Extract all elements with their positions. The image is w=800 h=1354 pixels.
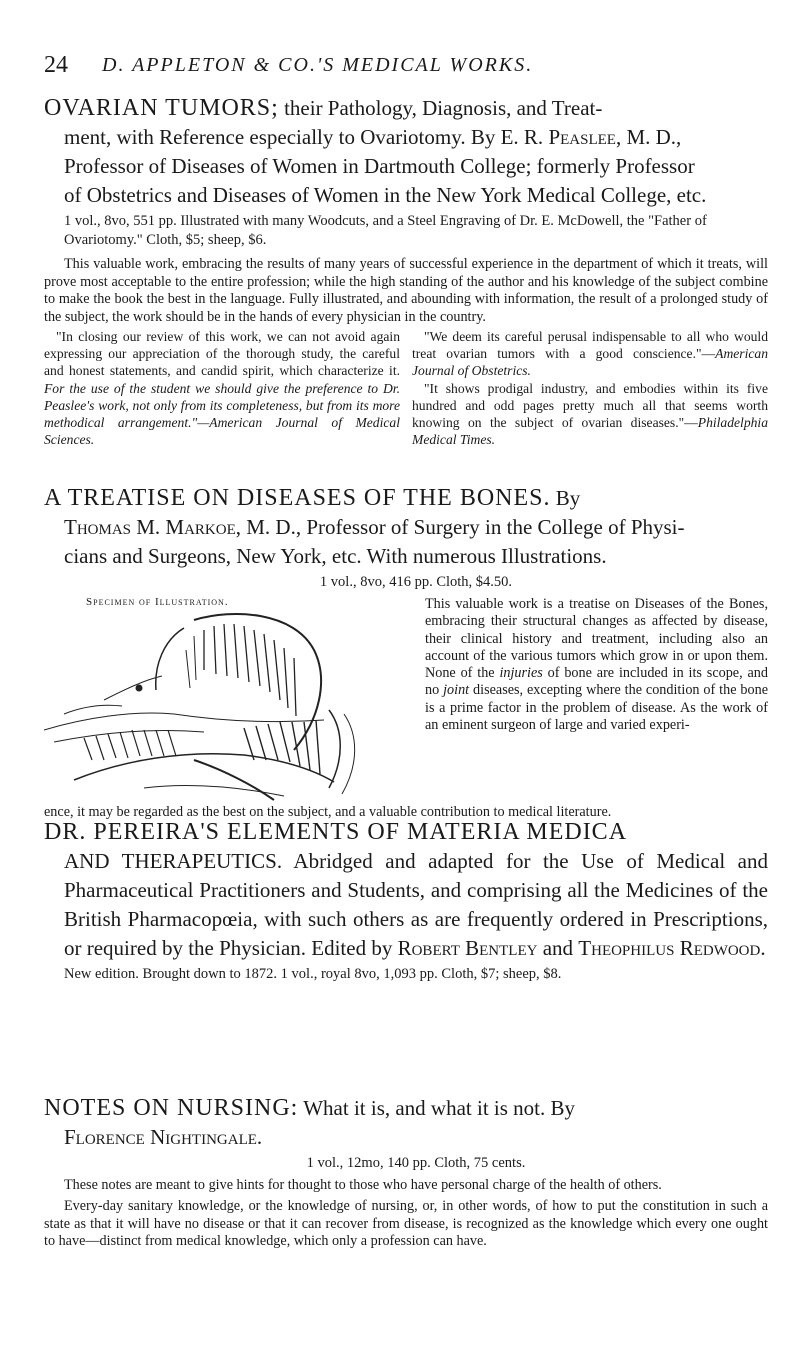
review-text: "It shows prodigal industry, and embodies within its five hundred and odd pages pretty much all that seems worth knowing on the subject of ovarian diseases."— xyxy=(412,380,768,431)
entry-notes-on-nursing xyxy=(44,1094,768,1250)
title-rest xyxy=(44,847,768,963)
publication-details: 1 vol., 8vo, 551 pp. Illustrated with many Woodcuts, and a Steel Engraving of Dr. E. McDowell, the "Father of Ovariotomy." Cloth, $5; sheep, $6. xyxy=(64,213,707,248)
review-source: Philadelphia Medical Times. xyxy=(412,415,768,448)
entry-pereira-materia-medica xyxy=(44,818,768,984)
title-line-2 xyxy=(44,123,768,152)
editor-name: Robert Bentley xyxy=(397,936,538,960)
title-line-2 xyxy=(44,513,768,542)
review-italic: For the use of the student we should give the preference to Dr. Peaslee's work, not only from its completeness, but from its more methodical arrangement."—American Journal of Medical Sciences. xyxy=(44,380,400,448)
title-line-3: Professor of Diseases of Women in Dartmouth College; formerly Professor xyxy=(64,154,695,178)
reviews-left-column xyxy=(44,328,400,448)
review-quote xyxy=(412,328,768,380)
entry-title xyxy=(44,818,768,847)
title-by: By xyxy=(550,486,581,510)
title-lead: NOTES ON NURSING: xyxy=(44,1095,299,1121)
title-line-2-text: Professor of Surgery in the College of Physi- xyxy=(301,515,685,539)
title-rest-text: AND THERAPEUTICS. Abridged and adapted for the Use of Medical and Pharmaceutical Practitioners and Students, and comprising all the Medicines of the British Pharmacopœia, with such others as are frequently ordered in Prescriptions, or required by the Physician. Edited by xyxy=(64,849,768,960)
figure-side-text xyxy=(425,596,768,734)
page-number: 24 xyxy=(44,52,68,78)
running-head: D. APPLETON & CO.'S MEDICAL WORKS. xyxy=(102,54,534,76)
page-header xyxy=(44,52,764,82)
review-quote xyxy=(44,328,400,448)
entry-ovarian-tumors xyxy=(44,94,768,448)
entry-title xyxy=(44,1094,768,1123)
publication-details: New edition. Brought down to 1872. 1 vol., royal 8vo, 1,093 pp. Cloth, $7; sheep, $8. xyxy=(64,966,562,982)
publication-details: 1 vol., 8vo, 416 pp. Cloth, $4.50. xyxy=(319,574,513,590)
title-line-3: cians and Surgeons, New York, etc. With numerous Illustrations. xyxy=(64,544,607,568)
title-lead: OVARIAN TUMORS; xyxy=(44,95,279,121)
side-text-italic: injuries xyxy=(499,665,543,682)
conjunction: and xyxy=(537,936,579,960)
review-source: American Journal of Obstetrics. xyxy=(412,346,768,379)
review-text: "We deem its careful perusal indispensable to all who would treat ovarian tumors with a good conscience."— xyxy=(412,329,768,362)
title-lead: A TREATISE ON DISEASES OF THE BONES. xyxy=(44,485,551,511)
figure-area xyxy=(44,596,768,804)
title-line-4: of Obstetrics and Diseases of Women in the New York Medical College, etc. xyxy=(64,183,707,207)
title-line-2-text: ment, with Reference especially to Ovariotomy. By E. R. xyxy=(64,125,549,149)
reviews xyxy=(44,328,768,448)
side-text-part: This valuable work is a treatise on Diseases of the Bones, embracing their structural changes as affected by disease, their clinical history and treatment, including also an account of the various tumors which grow in or upon them. None of the xyxy=(425,596,768,682)
figure-continuation-text: ence, it may be regarded as the best on the subject, and a valuable contribution to medical literature. xyxy=(44,804,612,820)
reviews-right-column xyxy=(412,328,768,448)
entry-title xyxy=(44,94,768,123)
editor-name: Theophilus Redwood. xyxy=(578,936,766,960)
entry-title xyxy=(44,484,768,513)
side-text-part: of bone are included in its scope, and no xyxy=(425,665,768,699)
title-rest: What it is, and what it is not. By xyxy=(298,1096,576,1120)
description-paragraph: These notes are meant to give hints for thought to those who have personal charge of the health of others. xyxy=(64,1177,662,1193)
description-paragraph: Every-day sanitary knowledge, or the knowledge of nursing, or, in other words, of how to put the constitution in such a state as that it will have no disease or that it can recover from disease, is recognized as the knowledge which every one ought to have—distinct from medical knowledge, which only a profession can have. xyxy=(44,1198,768,1249)
title-rest: their Pathology, Diagnosis, and Treat- xyxy=(278,96,603,120)
side-text-italic: joint xyxy=(443,682,470,699)
author-name: Peaslee, M. D., xyxy=(548,125,682,149)
figure-caption: Specimen of Illustration. xyxy=(86,596,229,608)
entry-diseases-of-bones xyxy=(44,484,768,821)
review-quote xyxy=(412,380,768,449)
publication-details: 1 vol., 12mo, 140 pp. Cloth, 75 cents. xyxy=(306,1155,526,1171)
review-text: "In closing our review of this work, we can not avoid again expressing our appreciation of the thorough study, the careful and honest statements, and candid spirit, which characterize it. xyxy=(44,329,400,379)
author-name: Thomas M. Markoe, M. D., xyxy=(64,515,302,539)
side-text-part: diseases, excepting where the condition of the bone is a prime factor in the problem of disease. As the work of an eminent surgeon of large and varied experi- xyxy=(425,682,768,734)
title-lead: DR. PEREIRA'S ELEMENTS OF MATERIA MEDICA xyxy=(44,819,628,845)
description: This valuable work, embracing the results of many years of successful experience in the department of which it treats, will prove most acceptable to the entire profession; while the high standing of the author and his knowledge of the subject combine to make the book the best in the language. Fully illustrated, and abounding with information, the result of a prolonged study of the subject, the work should be in the hands of every physician in the country. xyxy=(44,256,768,325)
author-name: Florence Nightingale. xyxy=(64,1125,263,1149)
bone-specimen-illustration xyxy=(44,610,414,802)
